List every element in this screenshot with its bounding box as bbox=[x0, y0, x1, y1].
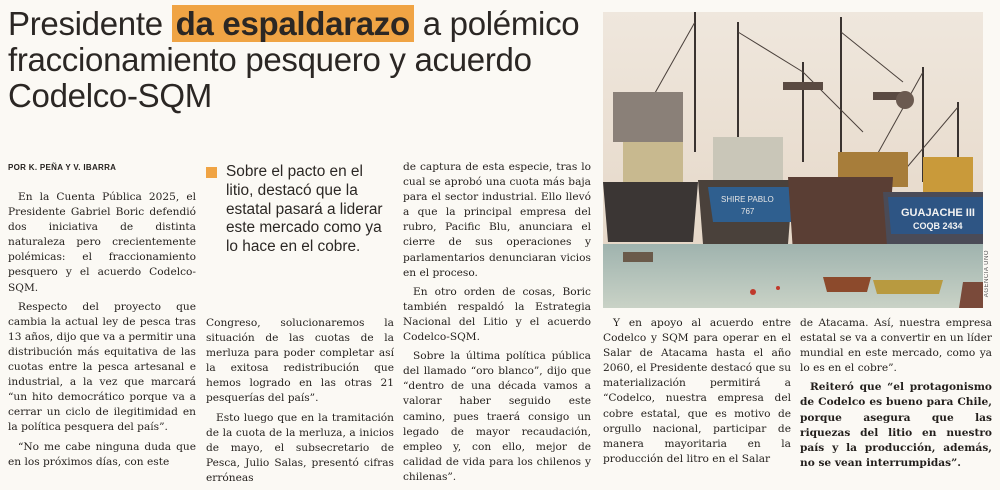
boat-name-1: GUAJACHE III bbox=[901, 207, 975, 219]
paragraph: Congreso, solucionaremos la situación de las cuotas de la merluza para poder completar así la exitosa redistribución que hemos logrado en las otras 21 pesquerías del país”. bbox=[206, 317, 394, 405]
boat-code-1: COQB 2434 bbox=[913, 221, 963, 231]
boat-code-2: 767 bbox=[741, 207, 755, 216]
paragraph: Reiteró que “el protagonismo de Codelco es bueno para Chile, porque asegura que las riquezas del litio en nuestro país y la producción, además, no se vean interrumpidas”. bbox=[800, 381, 992, 469]
pull-quote-text: Sobre el pacto en el litio, destacó que la estatal pasará a liderar este mercado como ya lo hace en el cobre. bbox=[226, 163, 383, 256]
boat-name-2: SHIRE PABLO bbox=[721, 195, 774, 204]
water bbox=[603, 244, 983, 308]
article-column-4 bbox=[603, 316, 791, 471]
paragraph: Esto luego que en la tramitación de la cuota de la merluza, a inicios de mayo, el subsecretario de Pesca, Julio Salas, presentó cifras erróneas bbox=[206, 411, 394, 484]
fishing-boats-illustration bbox=[603, 12, 983, 308]
paragraph: Sobre la última política pública del llamado “oro blanco”, dijo que “dentro de una década vamos a valorar haber seguido este camino, pues traerá consigo un legado de mayor recaudación, empleo y, con ello, mejor de calidad de vida para los chilenos y chilenas”. bbox=[403, 350, 591, 483]
byline: POR K. PEÑA Y V. IBARRA bbox=[8, 163, 117, 172]
article-column-1 bbox=[8, 190, 196, 474]
paragraph: de Atacama. Así, nuestra empresa estatal se va a convertir en un líder mundial en este mercado, como ya lo es en el cobre”. bbox=[800, 317, 992, 375]
article-column-2 bbox=[206, 316, 394, 490]
pull-quote bbox=[206, 163, 392, 257]
photo-credit: AGENCIA UNO bbox=[984, 250, 990, 298]
paragraph: de captura de esta especie, tras lo cual se aprobó una cuota más baja para el sector industrial. Ello llevó a que la principal empresa del rubro, Pacific Blu, anunciara el cierre de sus operaciones y parlamentarios denunciaran vicios en el proceso. bbox=[403, 161, 591, 279]
headline-highlight: da espaldarazo bbox=[172, 5, 414, 42]
article-column-5 bbox=[800, 316, 992, 475]
article-column-3 bbox=[403, 160, 591, 489]
harbor-photo bbox=[603, 12, 983, 308]
square-bullet-icon bbox=[206, 167, 217, 178]
paragraph: En la Cuenta Pública 2025, el Presidente Gabriel Boric defendió dos iniciativa de distinta naturaleza pero crecientemente polémicas: el fraccionamiento pesquero y el acuerdo Codelco-SQM. bbox=[8, 191, 196, 294]
headline bbox=[8, 6, 598, 114]
paragraph: Respecto del proyecto que cambia la actual ley de pesca tras 13 años, dijo que va a permitir una distribución más equitativa de las cuotas entre la pesca artesanal e industrial, a la vez que marcará “un hito democrático porque va a cerrar un ciclo de ilegitimidad en la política pesquera del país”. bbox=[8, 300, 196, 434]
headline-prefix: Presidente bbox=[8, 5, 172, 42]
headline-rest: a polémico fraccionamiento pesquero y acuerdo Codelco-SQM bbox=[8, 5, 580, 114]
paragraph: En otro orden de cosas, Boric también respaldó la Estrategia Nacional del Litio y el acuerdo Codelco-SQM. bbox=[403, 285, 591, 344]
paragraph: “No me cabe ninguna duda que en los próximos días, con este bbox=[8, 440, 196, 468]
paragraph: Y en apoyo al acuerdo entre Codelco y SQM para operar en el Salar de Atacama hasta el año 2060, el Presidente destacó que su materialización permitirá a “Codelco, nuestra empresa del cobre estatal, que es motivo de orgullo nacional, participar de manera mayoritaria en la producción del litro en el Salar bbox=[603, 317, 792, 465]
